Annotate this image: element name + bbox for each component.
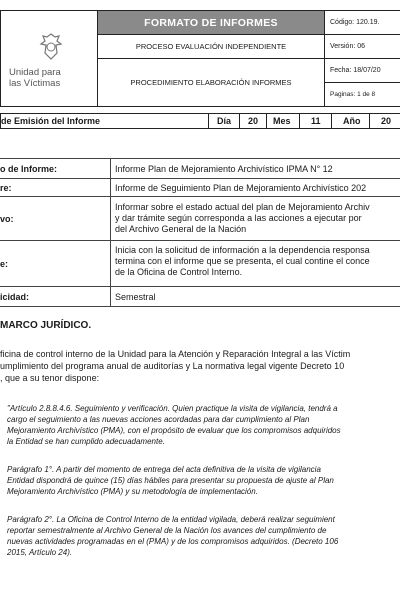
info-label: e: (0, 259, 9, 269)
info-label: icidad: (0, 292, 30, 302)
pages-cell: Paginas: 1 de 8 (325, 83, 400, 107)
info-value: Semestral (115, 292, 156, 302)
month-value: 11 (311, 116, 321, 126)
day-label: Día (217, 116, 232, 126)
coat-of-arms-icon (39, 33, 63, 61)
logo-line-1: Unidad para (9, 67, 61, 78)
intro-paragraph: ficina de control interno de la Unidad para la Atención y Reparación Integral a las Víctim umplimiento del programa anual de auditorías y La normativa legal vigente Decreto 10 , que a su tenor dispone: (0, 349, 351, 383)
year-value: 20 (381, 116, 392, 126)
date-cell: Fecha: 18/07/20 (325, 59, 400, 83)
info-value: Informe Plan de Mejoramiento Archivístico IPMA N° 12 (115, 164, 333, 174)
emission-date-row (0, 113, 400, 129)
info-label: o de Informe: (0, 164, 58, 174)
info-row-type (0, 159, 400, 179)
quote-paragraph-1: Parágrafo 1°. A partir del momento de entrega del acta definitiva de la visita de vigilancia Entidad dispondrá de quince (15) días hábiles para presentar su propuesta de ajuste al Plan Mejoramiento Archivístico (PMA) y su metodología de implementación. (7, 465, 334, 496)
version-cell: Versión: 06 (325, 35, 400, 59)
process-name: PROCESO EVALUACIÓN INDEPENDIENTE (97, 35, 325, 59)
quote-paragraph-2: Parágrafo 2°. La Oficina de Control Interno de la entidad vigilada, deberá realizar seguimient reportar semestralmente al Archivo General de la Nación los avances del cumplimiento de nuevas actividades programadas en el (PMA) y de los compromisos adquiridos. (Decreto 106 2015, Artículo 24). (7, 515, 339, 557)
logo-line-2: las Víctimas (9, 78, 61, 89)
info-row-objective (0, 197, 400, 241)
info-value: Informar sobre el estado actual del plan de Mejoramiento Archiv y dar trámite según corresponda a las acciones a ejecutar por del Archivo General de la Nación (115, 202, 370, 234)
logo-cell (0, 10, 97, 107)
info-label: re: (0, 183, 12, 193)
day-value: 20 (248, 116, 259, 126)
info-row-frequency (0, 287, 400, 307)
code-cell: Código: 120.19. (325, 10, 400, 35)
form-title: FORMATO DE INFORMES (97, 10, 325, 35)
info-row-scope (0, 241, 400, 287)
info-row-name (0, 179, 400, 197)
info-value: Informe de Seguimiento Plan de Mejoramiento Archivístico 202 (115, 183, 367, 193)
info-value: Inicia con la solicitud de información a la dependencia responsa termina con el informe que se presenta, el cual contine el conce de la Oficina de Control Interno. (115, 245, 370, 277)
month-label: Mes (273, 116, 291, 126)
procedure-name: PROCEDIMIENTO ELABORACIÓN INFORMES (97, 59, 325, 107)
section-title: MARCO JURÍDICO. (0, 320, 92, 331)
emission-label: de Emisión del Informe (1, 116, 101, 126)
year-label: Año (343, 116, 361, 126)
info-label: vo: (0, 214, 14, 224)
quote-article: "Artículo 2.8.8.4.6. Seguimiento y verificación. Quien practique la visita de vigilancia, tendrá a cargo el seguimiento a las nuevas acciones acordadas para dar cumplimiento al Plan Mejoramiento Archivístico (PMA), con el propósito de evaluar que los compromisos adquiridos la Entidad se han cumplido adecuadamente. (7, 404, 341, 446)
